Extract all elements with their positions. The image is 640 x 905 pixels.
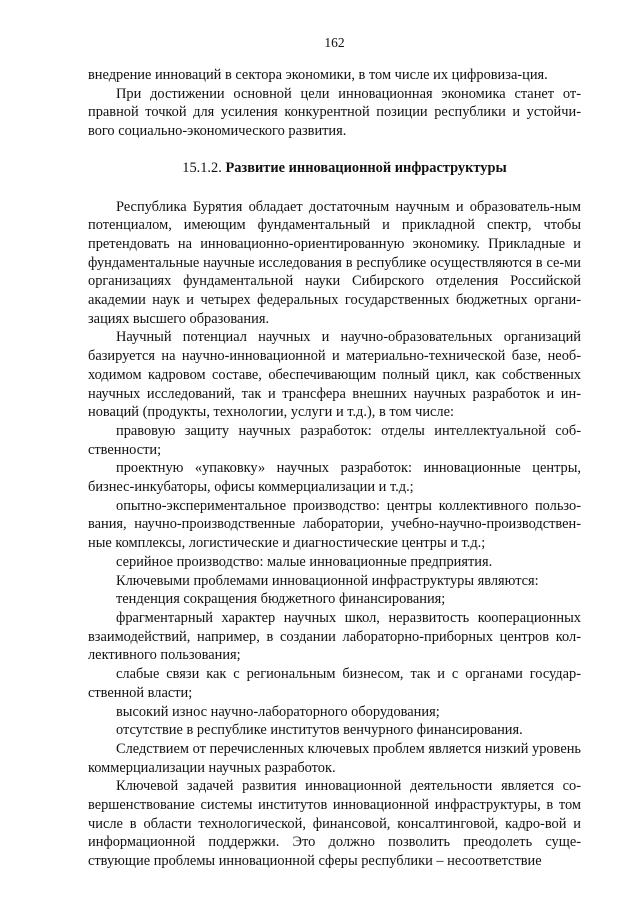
section-heading	[88, 159, 581, 178]
paragraph-consequence: Следствием от перечисленных ключевых проблем является низкий уровень коммерциализации научных разработок.	[88, 740, 581, 776]
problem-item-equipment-wear: высокий износ научно-лабораторного оборудования;	[116, 703, 440, 720]
intro-paragraph-2: При достижении основной цели инновационная экономика станет от-правной точкой для усиления конкурентной позиции республики и устойчи-вого социально-экономического развития.	[88, 85, 581, 140]
intro-paragraph-1: внедрение инноваций в сектора экономики, в том числе их цифровиза-ция.	[88, 67, 548, 83]
section-title: Развитие инновационной инфраструктуры	[225, 159, 507, 176]
list-item-serial-production: серийное производство: малые инновационные предприятия.	[116, 553, 493, 570]
problem-item-venture: отсутствие в республике институтов венчурного финансирования.	[116, 722, 523, 739]
list-item-project-packaging: проектную «упаковку» научных разработок: инновационные центры, бизнес-инкубаторы, офисы коммерциализации и т.д.;	[88, 460, 581, 496]
problem-item-fragmentation: фрагментарный характер научных школ, неразвитость кооперационных взаимодействий, например, в создании лабораторно-приборных центров кол-лективного пользования;	[88, 609, 581, 664]
problem-item-weak-links: слабые связи как с региональным бизнесом, так и с органами государ-ственной власти;	[88, 666, 581, 701]
document-page	[88, 34, 581, 871]
section-number: 15.1.2.	[182, 159, 222, 176]
list-item-legal-protection: правовую защиту научных разработок: отделы интеллектуальной соб-ственности;	[88, 422, 581, 458]
problem-item-budget: тенденция сокращения бюджетного финансирования;	[116, 591, 446, 608]
paragraph-1: Республика Бурятия обладает достаточным научным и образователь-ным потенциалом, имеющим фундаментальный и прикладной спектр, чтобы претендовать на инновационно-ориентированную экономику. Прикладные и фундаментальные научные исследования в республике осуществляются в се-ми организациях фундаментальной науки Сибирского отделения Российской академии наук и четырех федеральных государственных бюджетных органи-зациях высшего образования.	[88, 198, 581, 327]
paragraph-2: Научный потенциал научных и научно-образовательных организаций базируется на научно-инновационной и материально-технической базе, необ-ходимом кадровом составе, обеспечивающим полный цикл, как собственных научных исследований, так и трансфера внешних научных разработок и ин-новаций (продукты, технологии, услуги и т.д.), в том числе:	[88, 329, 581, 421]
page-number: 162	[324, 35, 345, 50]
problems-intro: Ключевыми проблемами инновационной инфраструктуры являются:	[116, 572, 539, 589]
paragraph-key-task: Ключевой задачей развития инновационной деятельности является со-вершенствование системы институтов инновационной инфраструктуры, в том числе в области технологической, финансовой, консалтинговой, кадро-вой и информационной поддержки. Это должно позволить преодолеть суще-ствующие проблемы инновационной сферы республики – несоответствие	[88, 778, 581, 870]
list-item-experimental-production: опытно-экспериментальное производство: центры коллективного пользо-вания, научно-производственные лаборатории, учебно-научно-производствен-ные комплексы, логистические и диагностические центры и т.д.;	[88, 497, 581, 552]
